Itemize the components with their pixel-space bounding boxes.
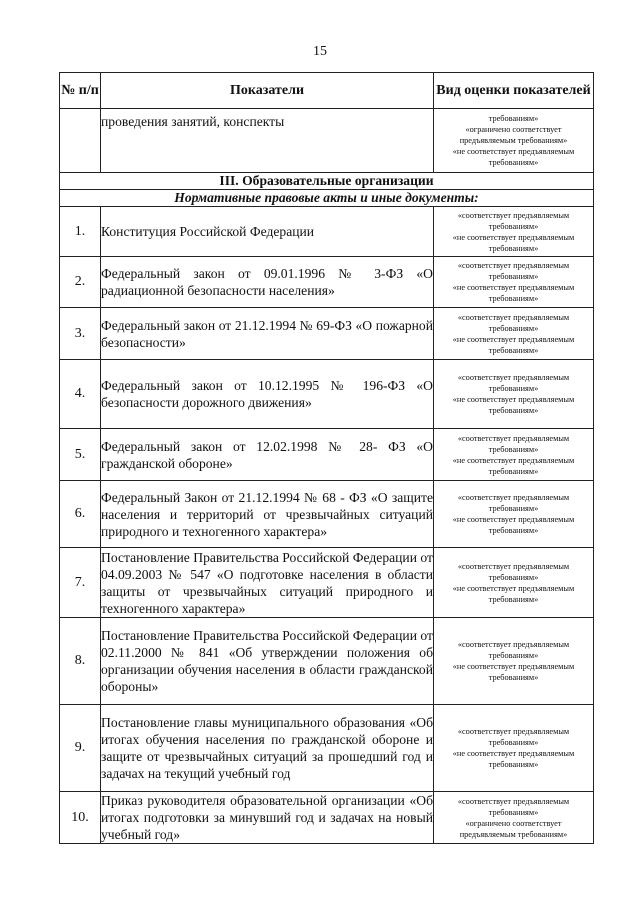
row-evaluation <box>434 792 594 844</box>
row-evaluation <box>434 429 594 481</box>
evaluation-line: «соответствует предъявляемым <box>457 261 570 270</box>
evaluation-line: требованиям» <box>488 221 539 231</box>
evaluation-line: «ограничено соответствует <box>465 125 562 134</box>
row-number: 4. <box>60 360 101 429</box>
row-evaluation <box>434 705 594 792</box>
evaluation-line: «соответствует предъявляемым <box>457 561 570 571</box>
evaluation-line: требованиям» <box>488 114 539 123</box>
evaluation-line: «не соответствует предъявляемым <box>452 283 575 292</box>
page-number: 15 <box>313 44 327 59</box>
row-indicator: Постановление Правительства Российской Федерации от 04.09.2003 № 547 «О подготовке населения в области защиты от чрезвычайных ситуаций природного и техногенного характера» <box>101 549 433 616</box>
evaluation-line: «соответствует предъявляемым <box>457 493 570 502</box>
row-indicator: Федеральный Закон от 21.12.1994 № 68 - ФЗ «О защите населения и территорий от чрезвычайных ситуаций природного и техногенного характера» <box>101 481 434 548</box>
row-evaluation <box>434 360 594 429</box>
header-indicators: Показатели <box>101 73 434 109</box>
row-indicator: Постановление Правительства Российской Федерации от 02.11.2000 № 841 «Об утверждении положения об организации обучения населения в области гражданской обороны» <box>101 618 434 705</box>
continuation-num <box>60 109 101 173</box>
evaluation-line: требованиям» <box>488 272 539 281</box>
row-number: 5. <box>60 429 101 481</box>
table-row <box>60 429 594 481</box>
evaluation-line: «не соответствует предъявляемым <box>452 515 575 524</box>
subsection-title: Нормативные правовые акты и иные документы: <box>60 190 594 207</box>
row-evaluation <box>434 257 594 308</box>
table-row <box>60 481 594 548</box>
evaluation-line: «соответствует предъявляемым <box>457 433 570 443</box>
evaluation-line: «соответствует предъявляемым <box>457 210 570 220</box>
row-number: 8. <box>60 618 101 705</box>
evaluation-line: предъявляемым требованиям» <box>459 829 568 839</box>
row-indicator: Постановление главы муниципального образования «Об итогах обучения населения по гражданской обороне и защите от чрезвычайных ситуаций за прошедший год и задачах на текущий учебный год <box>101 705 434 792</box>
evaluation-line: «ограничено соответствует <box>465 818 562 828</box>
evaluation-line: требованиям» <box>488 673 539 682</box>
evaluation-line: требованиям» <box>488 384 539 393</box>
evaluation-line: требованиям» <box>488 504 539 513</box>
table-row <box>60 207 594 257</box>
row-indicator: Федеральный закон от 09.01.1996 № 3-ФЗ «О радиационной безопасности населения» <box>101 257 434 308</box>
row-evaluation <box>434 618 594 705</box>
evaluation-line: «не соответствует предъявляемым <box>452 662 575 671</box>
evaluation-line: «не соответствует предъявляемым <box>452 147 575 156</box>
evaluation-line: требованиям» <box>488 444 539 454</box>
evaluation-line: требованиям» <box>488 738 539 747</box>
evaluation-line: «соответствует предъявляемым <box>457 640 570 649</box>
evaluation-line: требованиям» <box>488 406 539 415</box>
row-evaluation <box>434 308 594 360</box>
evaluation-line: требованиям» <box>488 345 539 355</box>
evaluation-line: требованиям» <box>488 572 539 582</box>
table-row <box>60 308 594 360</box>
table-row <box>60 705 594 792</box>
row-number: 2. <box>60 257 101 308</box>
evaluation-line: «не соответствует предъявляемым <box>452 749 575 758</box>
row-number: 1. <box>60 207 101 257</box>
evaluation-line: «соответствует предъявляемым <box>457 796 570 806</box>
row-indicator: Конституция Российской Федерации <box>101 207 434 257</box>
row-evaluation <box>434 207 594 257</box>
continuation-evaluation <box>434 109 594 173</box>
table-row <box>60 548 594 618</box>
evaluation-line: требованиям» <box>488 760 539 769</box>
table-header-row <box>60 73 594 109</box>
evaluation-line: требованиям» <box>488 323 539 333</box>
evaluation-line: «соответствует предъявляемым <box>457 312 570 322</box>
header-num: № п/п <box>60 73 101 109</box>
evaluation-line: «не соответствует предъявляемым <box>452 455 575 465</box>
evaluation-line: «не соответствует предъявляемым <box>452 334 575 344</box>
evaluation-line: требованиям» <box>488 807 539 817</box>
row-evaluation <box>434 548 594 618</box>
table-row <box>60 360 594 429</box>
evaluation-line: требованиям» <box>488 466 539 476</box>
evaluation-line: требованиям» <box>488 243 539 253</box>
row-number: 9. <box>60 705 101 792</box>
row-indicator: Федеральный закон от 12.02.1998 № 28- ФЗ «О гражданской обороне» <box>101 429 434 481</box>
row-evaluation <box>434 481 594 548</box>
evaluation-line: «не соответствует предъявляемым <box>452 395 575 404</box>
row-number: 6. <box>60 481 101 548</box>
evaluation-line: требованиям» <box>488 651 539 660</box>
row-indicator: Приказ руководителя образовательной организации «Об итогах подготовки за минувший год и задачах на новый учебный год» <box>101 793 433 842</box>
evaluation-line: требованиям» <box>488 594 539 604</box>
evaluation-line: «соответствует предъявляемым <box>457 373 570 382</box>
row-indicator: Федеральный закон от 21.12.1994 № 69-ФЗ «О пожарной безопасности» <box>101 308 434 360</box>
table-row <box>60 618 594 705</box>
indicators-table <box>59 72 594 844</box>
section-row <box>60 173 594 190</box>
section-title: III. Образовательные организации <box>60 173 594 190</box>
subsection-row <box>60 190 594 207</box>
evaluation-line: предъявляемым требованиям» <box>459 136 568 145</box>
continuation-row <box>60 109 594 173</box>
header-evaluation: Вид оценки показателей <box>434 73 594 109</box>
evaluation-line: требованиям» <box>488 526 539 535</box>
evaluation-line: «соответствует предъявляемым <box>457 727 570 736</box>
evaluation-line: «не соответствует предъявляемым <box>452 232 575 242</box>
continuation-indicator: проведения занятий, конспекты <box>101 109 434 173</box>
row-indicator: Федеральный закон от 10.12.1995 № 196-ФЗ «О безопасности дорожного движения» <box>101 360 434 429</box>
evaluation-line: «не соответствует предъявляемым <box>452 583 575 593</box>
evaluation-line: требованиям» <box>488 294 539 303</box>
table-row <box>60 792 594 844</box>
row-number: 10. <box>60 792 101 844</box>
table-row <box>60 257 594 308</box>
row-number: 3. <box>60 308 101 360</box>
row-number: 7. <box>60 548 101 618</box>
evaluation-line: требованиям» <box>488 158 539 167</box>
